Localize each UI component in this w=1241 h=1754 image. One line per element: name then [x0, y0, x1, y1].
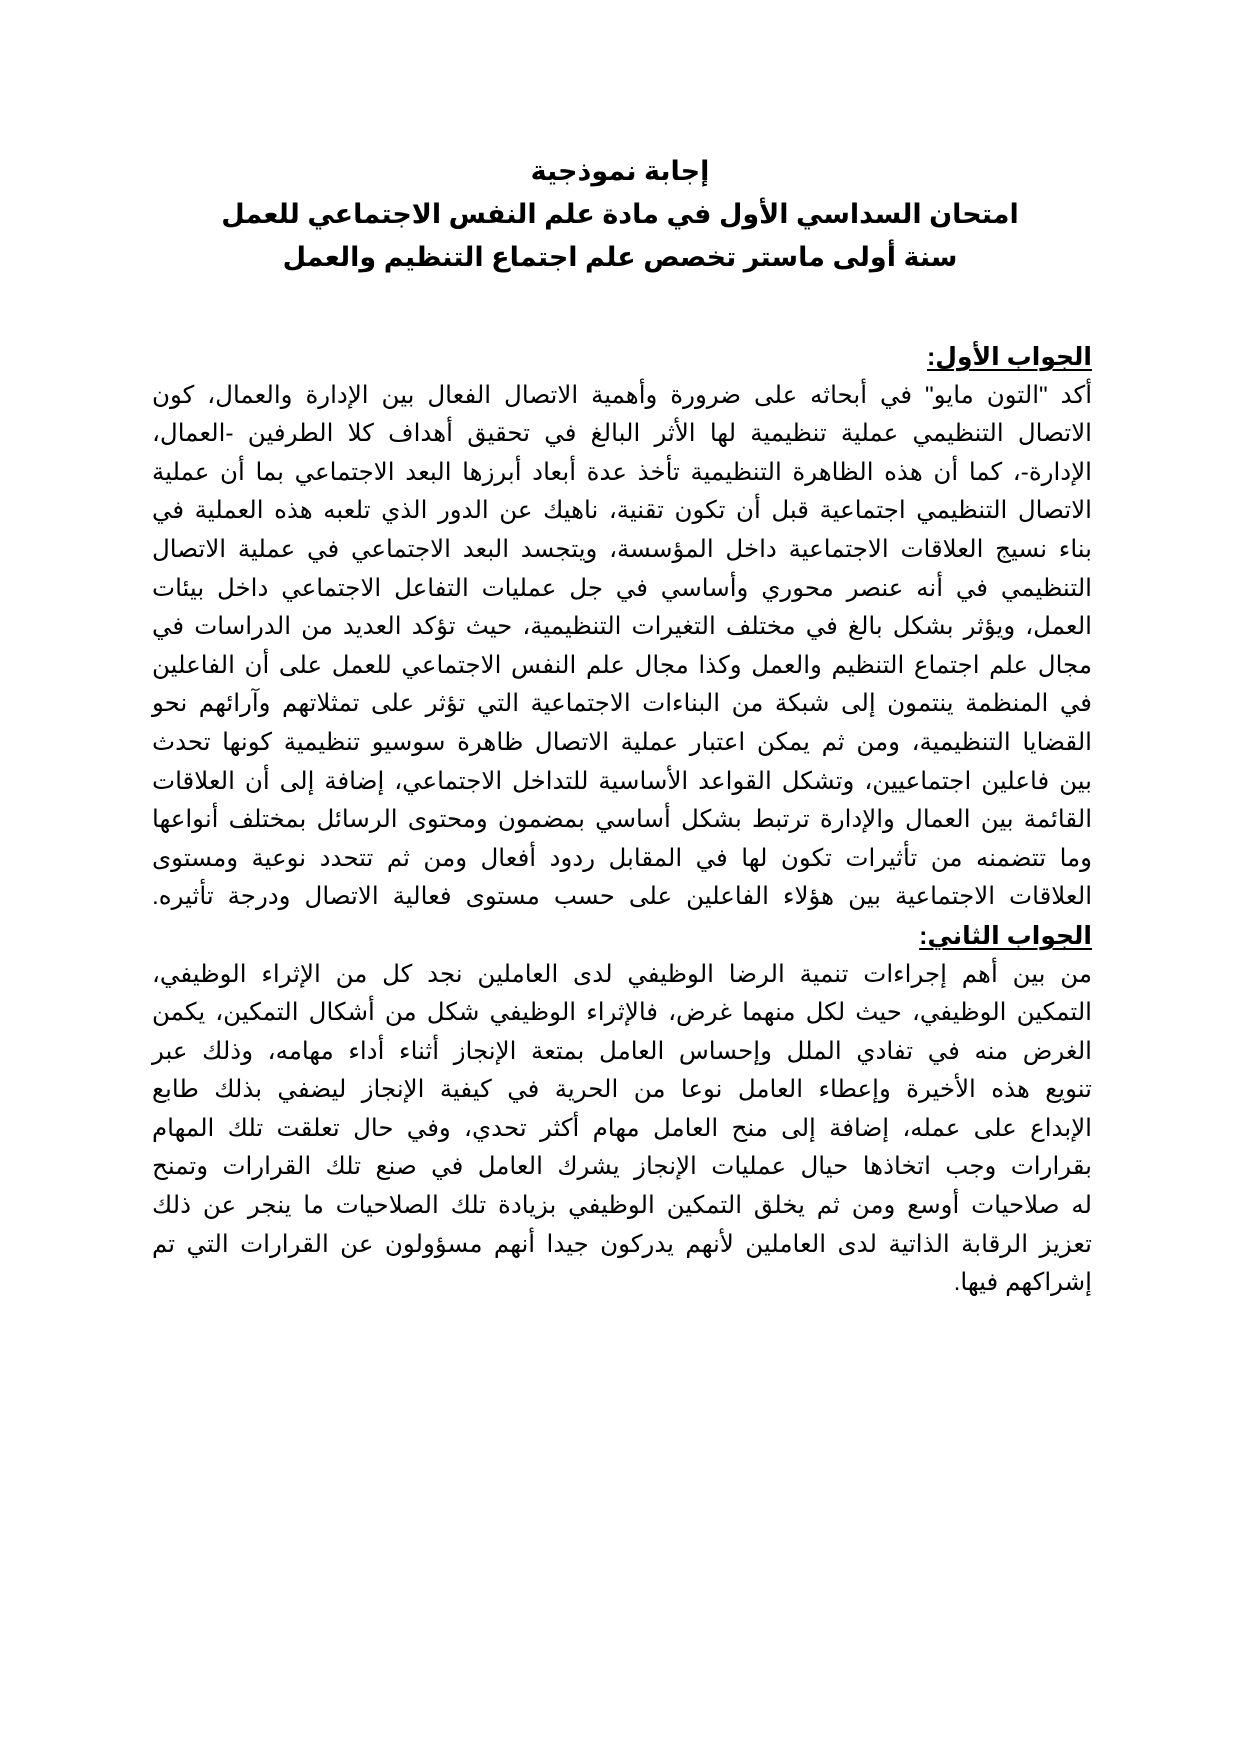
text-line: تعزيز الرقابة الذاتية لدى العاملين لأنهم يدركون جيدا أنهم مسؤولون عن القرارات التي تم: [152, 1230, 1092, 1258]
document-body: [152, 338, 1092, 1303]
text-line: تنويع هذه الأخيرة وإعطاء العامل نوعا من الحرية في كيفية الإنجاز ليضفي بذلك طابع: [152, 1076, 1092, 1104]
text-line: من بين أهم إجراءات تنمية الرضا الوظيفي لدى العاملين نجد كل من الإثراء الوظيفي،: [152, 960, 1092, 988]
text-line: الإدارة-، كما أن هذه الظاهرة التنظيمية تأخذ عدة أبعاد أبرزها البعد الاجتماعي بما أن عملية: [152, 458, 1092, 486]
text-line: بقرارات وجب اتخاذها حيال عمليات الإنجاز يشرك العامل في صنع تلك القرارات وتمنح: [152, 1153, 1092, 1181]
text-line: القضايا التنظيمية، ومن ثم يمكن اعتبار عملية الاتصال ظاهرة سوسيو تنظيمية كونها تحدث: [152, 728, 1092, 756]
text-line: وما تتضمنه من تأثيرات تكون لها في المقابل ردود أفعال ومن ثم تتحدد نوعية ومستوى: [152, 844, 1092, 872]
text-line: الإبداع على عمله، إضافة إلى منح العامل مهام أكثر تحدي، وفي حال تعلقت تلك المهام: [152, 1114, 1092, 1142]
text-line: العلاقات الاجتماعية بين هؤلاء الفاعلين على حسب مستوى فعالية الاتصال ودرجة تأثيره.: [152, 883, 1092, 911]
answer-paragraph: [152, 377, 1092, 917]
answer-section-1: [152, 338, 1092, 917]
text-line: القائمة بين العمال والإدارة ترتبط بشكل أساسي بمضمون ومحتوى الرسائل بمختلف أنواعها: [152, 806, 1092, 834]
text-line: أكد "التون مايو" في أبحاثه على ضرورة وأهمية الاتصال الفعال بين الإدارة والعمال، كون: [152, 381, 1092, 409]
section-heading: الجواب الأول:: [926, 343, 1092, 371]
document-title: إجابة نموذجية: [530, 156, 710, 186]
text-line: التمكين الوظيفي، حيث لكل منهما غرض، فالإثراء الوظيفي شكل من أشكال التمكين، يكمن: [152, 999, 1092, 1027]
text-line: بناء نسيج العلاقات الاجتماعية داخل المؤسسة، ويتجسد البعد الاجتماعي في عملية الاتصال: [152, 535, 1092, 563]
exam-subtitle: امتحان السداسي الأول في مادة علم النفس الاجتماعي للعمل: [221, 199, 1019, 229]
document-title-block: [150, 150, 1090, 279]
text-line: بين فاعلين اجتماعيين، وتشكل القواعد الأساسية للتداخل الاجتماعي، إضافة إلى أن العلاقات: [152, 767, 1092, 795]
text-line: مجال علم اجتماع التنظيم والعمل وكذا مجال علم النفس الاجتماعي للعمل على أن الفاعلين: [152, 651, 1092, 679]
text-line: الاتصال التنظيمي عملية تنظيمية لها الأثر البالغ في تحقيق أهداف كلا الطرفين -العمال،: [152, 420, 1092, 448]
text-line: له صلاحيات أوسع ومن ثم يخلق التمكين الوظيفي بزيادة تلك الصلاحيات ما ينجر عن ذلك: [152, 1192, 1092, 1220]
text-line: العمل، ويؤثر بشكل بالغ في مختلف التغيرات التنظيمية، حيث تؤكد العديد من الدراسات في: [152, 613, 1092, 641]
text-line: في المنظمة ينتمون إلى شبكة من البناءات الاجتماعية التي تؤثر على تمثلاتهم وآرائهم نحو: [152, 690, 1092, 718]
text-line: الغرض منه في تفادي الملل وإحساس العامل بمتعة الإنجاز أثناء أداء مهامه، وذلك عبر: [152, 1037, 1092, 1065]
answer-section-2: [152, 917, 1092, 1303]
text-line: الاتصال التنظيمي اجتماعية قبل أن تكون تقنية، ناهيك عن الدور الذي تلعبه هذه العملية في: [152, 497, 1092, 525]
program-subtitle: سنة أولى ماستر تخصص علم اجتماع التنظيم والعمل: [282, 242, 958, 272]
answer-paragraph: [152, 956, 1092, 1303]
text-line: التنظيمي في أنه عنصر محوري وأساسي في جل عمليات التفاعل الاجتماعي داخل بيئات: [152, 574, 1092, 602]
text-line: إشراكهم فيها.: [953, 1269, 1092, 1297]
section-heading: الجواب الثاني:: [919, 921, 1092, 950]
